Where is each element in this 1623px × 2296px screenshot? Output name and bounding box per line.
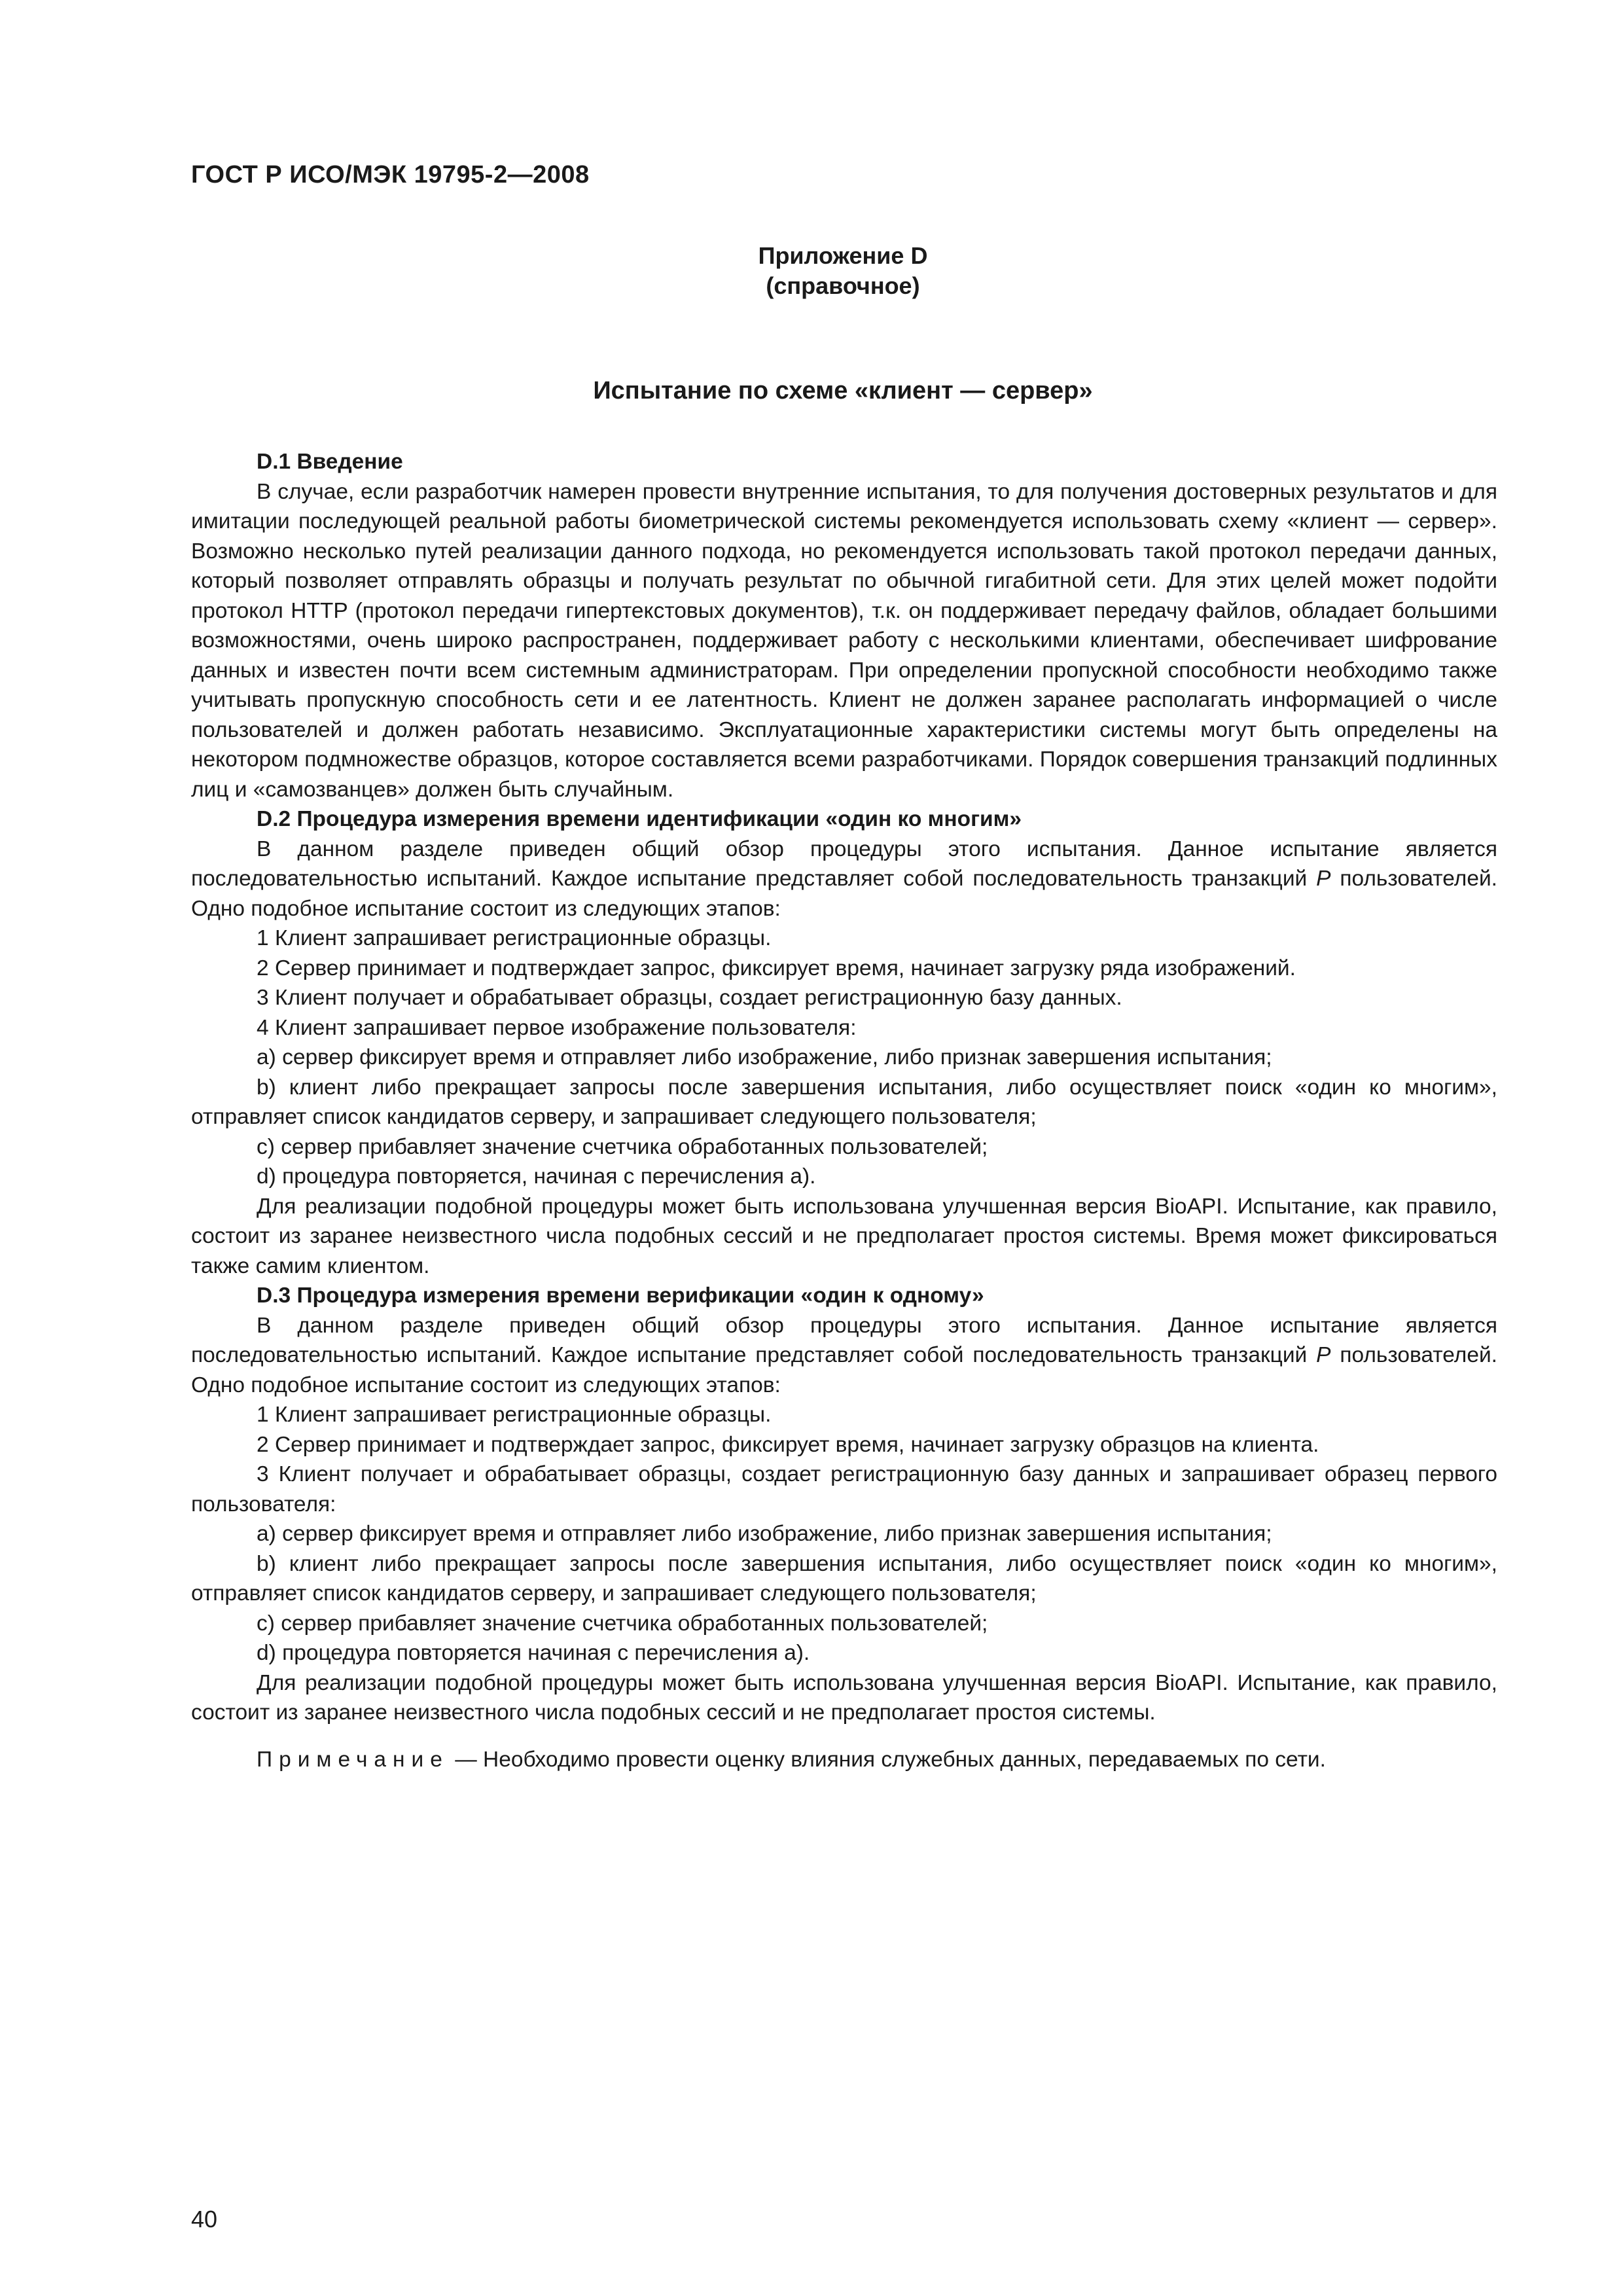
list-item: 2 Сервер принимает и подтверждает запрос, фиксирует время, начинает загрузку ряда изображений. — [257, 956, 1296, 980]
list-item: 3 Клиент получает и обрабатывает образцы, создает регистрационную базу данных и запрашивает образец первого пользователя: — [191, 1462, 1497, 1516]
paragraph: Для реализации подобной процедуры может быть использована улучшенная версия BioAPI. Испытание, как правило, состоит из заранее неизвестного числа подобных сессий и не предполагает простоя системы. Время может фиксироваться также самим клиентом. — [191, 1194, 1497, 1278]
sub-list-item: b) клиент либо прекращает запросы после завершения испытания, либо осуществляет поиск «один ко многим», отправляет список кандидатов серверу, и запрашивает следующего пользователя; — [191, 1075, 1497, 1129]
page-number: 40 — [191, 2206, 218, 2233]
sub-list-item: d) процедура повторяется начиная с перечисления а). — [257, 1641, 810, 1665]
note — [191, 1745, 1497, 1775]
sub-list-item: c) сервер прибавляет значение счетчика обработанных пользователей; — [257, 1611, 988, 1636]
variable-p: P — [1316, 867, 1331, 891]
section-heading-d3: D.3 Процедура измерения времени верификации «один к одному» — [257, 1283, 984, 1308]
list-item: 1 Клиент запрашивает регистрационные образцы. — [257, 926, 772, 950]
section-heading-d2: D.2 Процедура измерения времени идентификации «один ко многим» — [257, 807, 1022, 831]
annex-type: (справочное) — [766, 272, 920, 299]
annex-title: Испытание по схеме «клиент — сервер» — [593, 377, 1093, 404]
sub-list-item: c) сервер прибавляет значение счетчика обработанных пользователей; — [257, 1134, 988, 1159]
list-item: 1 Клиент запрашивает регистрационные образцы. — [257, 1403, 772, 1427]
standard-header: ГОСТ Р ИСО/МЭК 19795-2—2008 — [191, 161, 590, 188]
list-item: 2 Сервер принимает и подтверждает запрос, фиксирует время, начинает загрузку образцов на клиента. — [257, 1432, 1319, 1457]
annex-label: Приложение D — [758, 242, 928, 269]
document-body — [191, 447, 1497, 1774]
note-text: — Необходимо провести оценку влияния служебных данных, передаваемых по сети. — [448, 1747, 1326, 1772]
section-heading-d1: D.1 Введение — [257, 450, 403, 474]
list-item: 3 Клиент получает и обрабатывает образцы, создает регистрационную базу данных. — [257, 986, 1122, 1010]
paragraph-intro: В данном разделе приведен общий обзор процедуры этого испытания. Данное испытание является последовательностью испытаний. Каждое испытание представляет собой последовательность транзакций P пользователей. Одно подобное испытание состоит из следующих этапов: — [191, 836, 1497, 921]
sub-list-item: a) сервер фиксирует время и отправляет либо изображение, либо признак завершения испытания; — [257, 1045, 1272, 1069]
sub-list-item: a) сервер фиксирует время и отправляет либо изображение, либо признак завершения испытания; — [257, 1522, 1272, 1546]
variable-p: P — [1316, 1343, 1331, 1367]
note-label: Примечание — [257, 1747, 449, 1772]
paragraph: Для реализации подобной процедуры может быть использована улучшенная версия BioAPI. Испытание, как правило, состоит из заранее неизвестного числа подобных сессий и не предполагает простоя системы. — [191, 1670, 1497, 1725]
paragraph: В случае, если разработчик намерен провести внутренние испытания, то для получения достоверных результатов и для имитации последующей реальной работы биометрической системы рекомендуется использовать схему «клиент — сервер». Возможно несколько путей реализации данного подхода, но рекомендуется использовать такой протокол передачи данных, который позволяет отправлять образцы и получать результат по обычной гигабитной сети. Для этих целей может подойти протокол HTTP (протокол передачи гипертекстовых документов), т.к. он поддерживает передачу файлов, обладает большими возможностями, очень широко распространен, поддерживает работу с несколькими клиентами, обеспечивает шифрование данных и известен почти всем системным администраторам. При определении пропускной способности необходимо также учитывать пропускную способность сети и ее латентность. Клиент не должен заранее располагать информацией о числе пользователей и должен работать независимо. Эксплуатационные характеристики системы могут быть определены на некотором подмножестве образцов, которое составляется всеми разработчиками. Порядок совершения транзакций подлинных лиц и «самозванцев» должен быть случайным. — [191, 479, 1497, 802]
list-item: 4 Клиент запрашивает первое изображение пользователя: — [257, 1015, 857, 1040]
paragraph-intro: В данном разделе приведен общий обзор процедуры этого испытания. Данное испытание является последовательностью испытаний. Каждое испытание представляет собой последовательность транзакций P пользователей. Одно подобное испытание состоит из следующих этапов: — [191, 1313, 1497, 1397]
sub-list-item: d) процедура повторяется, начиная с перечисления а). — [257, 1164, 816, 1189]
sub-list-item: b) клиент либо прекращает запросы после завершения испытания, либо осуществляет поиск «один ко многим», отправляет список кандидатов серверу, и запрашивает следующего пользователя; — [191, 1551, 1497, 1605]
annex-label-block — [0, 241, 1623, 301]
